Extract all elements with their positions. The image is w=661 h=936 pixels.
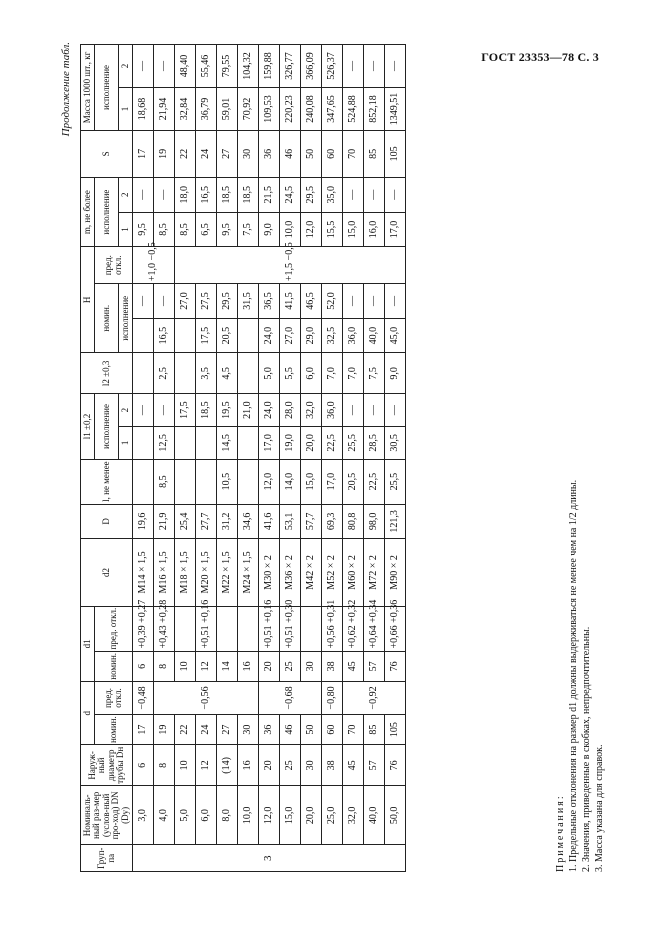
cell-d1-tolerance	[217, 606, 238, 651]
cell-l1-v1: 30,5	[385, 426, 406, 459]
cell-D: 19,6	[133, 504, 154, 539]
cell-D: 34,6	[238, 504, 259, 539]
cell-l1-v2: —	[364, 394, 385, 427]
cell-m-v2: —	[343, 177, 364, 212]
cell-H-v1: 20,5	[217, 318, 238, 353]
cell-mass-v2: 79,55	[217, 45, 238, 88]
cell-l: 22,5	[364, 459, 385, 504]
cell-d1-tolerance: +0,43 +0,28	[154, 606, 175, 651]
cell-l1-v2: 32,0	[301, 394, 322, 427]
cell-H-v2: 27,0	[175, 284, 196, 319]
header-H-tol: пред. откл.	[95, 247, 133, 284]
cell-mass-v1: 347,65	[322, 88, 343, 131]
cell-S: 30	[238, 130, 259, 177]
cell-S: 17	[133, 130, 154, 177]
cell-d2: M22 × 1,5	[217, 539, 238, 606]
cell-S: 105	[385, 130, 406, 177]
cell-d-tolerance: −0,80	[322, 682, 343, 715]
cell-d1: 30	[301, 651, 322, 682]
header-l: l, не менее	[81, 459, 133, 504]
cell-nominal-size: 8,0	[217, 786, 238, 845]
cell-m-v2: 35,0	[322, 177, 343, 212]
cell-d: 46	[280, 714, 301, 745]
cell-l: 17,0	[322, 459, 343, 504]
cell-m-v1: 15,0	[343, 212, 364, 247]
cell-D: 27,7	[196, 504, 217, 539]
cell-m-v1: 8,5	[175, 212, 196, 247]
table-row	[343, 45, 364, 872]
cell-outer-diameter: 16	[238, 745, 259, 786]
cell-S: 27	[217, 130, 238, 177]
cell-D: 41,6	[259, 504, 280, 539]
cell-m-v2: 18,0	[175, 177, 196, 212]
header-d: d	[81, 682, 95, 745]
cell-d1-tolerance	[238, 606, 259, 651]
cell-mass-v1: 32,84	[175, 88, 196, 131]
cell-H-v1: 32,5	[322, 318, 343, 353]
header-S: S	[81, 130, 133, 177]
cell-mass-v2: —	[343, 45, 364, 88]
cell-nominal-size: 20,0	[301, 786, 322, 845]
cell-d: 85	[364, 714, 385, 745]
cell-d2: M90 × 2	[385, 539, 406, 606]
cell-l: 10,5	[217, 459, 238, 504]
header-mass-variant: исполнение	[95, 45, 118, 131]
cell-l1-v2: 28,0	[280, 394, 301, 427]
cell-D: 80,8	[343, 504, 364, 539]
table-row	[196, 45, 217, 872]
cell-l2: 4,5	[217, 353, 238, 394]
cell-S: 36	[259, 130, 280, 177]
cell-mass-v2: 55,46	[196, 45, 217, 88]
header-D: D	[81, 504, 133, 539]
header-d2: d2	[81, 539, 133, 606]
cell-D: 98,0	[364, 504, 385, 539]
table-row	[280, 45, 301, 872]
cell-H-v2: —	[364, 284, 385, 319]
cell-d2: M30 × 2	[259, 539, 280, 606]
cell-m-v1: 9,5	[217, 212, 238, 247]
cell-d1-tolerance: +0,56 +0,31	[322, 606, 343, 651]
cell-m-v2: —	[364, 177, 385, 212]
cell-S: 24	[196, 130, 217, 177]
cell-H-v1: 29,0	[301, 318, 322, 353]
cell-d-tolerance: −0,92	[343, 682, 406, 715]
cell-m-v1: 17,0	[385, 212, 406, 247]
cell-l1-v2: —	[154, 394, 175, 427]
header-m-variant: исполнение	[95, 177, 118, 246]
cell-m-v2: 18,5	[217, 177, 238, 212]
cell-d1-tolerance	[175, 606, 196, 651]
header-m: m, не более	[81, 177, 95, 246]
cell-S: 46	[280, 130, 301, 177]
cell-l1-v2: 21,0	[238, 394, 259, 427]
cell-H-v2: 31,5	[238, 284, 259, 319]
cell-mass-v1: 36,79	[196, 88, 217, 131]
cell-mass-v2: —	[154, 45, 175, 88]
cell-d1: 6	[133, 651, 154, 682]
cell-d: 27	[217, 714, 238, 745]
cell-m-v1: 10,0	[280, 212, 301, 247]
table-row	[133, 45, 154, 872]
cell-d: 30	[238, 714, 259, 745]
cell-l2: 7,5	[364, 353, 385, 394]
header-d1: d1	[81, 606, 95, 682]
cell-m-v2: 18,5	[238, 177, 259, 212]
cell-nominal-size: 5,0	[175, 786, 196, 845]
cell-l1-v2: 24,0	[259, 394, 280, 427]
cell-outer-diameter: 76	[385, 745, 406, 786]
header-l2: l2 ±0,3	[81, 353, 133, 394]
header-l1-v2: 2	[118, 394, 132, 427]
cell-d1-tolerance: +0,39 +0,27	[133, 606, 154, 651]
cell-l1-v2: —	[385, 394, 406, 427]
cell-S: 50	[301, 130, 322, 177]
cell-l	[196, 459, 217, 504]
cell-d1-tolerance: +0,51 +0,16	[196, 606, 217, 651]
notes	[554, 480, 606, 872]
cell-l1-v2: 36,0	[322, 394, 343, 427]
table-continuation: Продолжение табл.	[60, 42, 72, 137]
cell-H-v2: 29,5	[217, 284, 238, 319]
cell-l2: 9,0	[385, 353, 406, 394]
cell-H-v2: —	[343, 284, 364, 319]
cell-l1-v1: 12,5	[154, 426, 175, 459]
cell-outer-diameter: 30	[301, 745, 322, 786]
cell-d2: M72 × 2	[364, 539, 385, 606]
cell-d1: 38	[322, 651, 343, 682]
cell-outer-diameter: 6	[133, 745, 154, 786]
header-m-v1: 1	[118, 212, 132, 247]
cell-m-v1: 7,5	[238, 212, 259, 247]
cell-l1-v2: 19,5	[217, 394, 238, 427]
cell-d1: 57	[364, 651, 385, 682]
cell-outer-diameter: 25	[280, 745, 301, 786]
cell-mass-v2: 326,77	[280, 45, 301, 88]
cell-d2: M36 × 2	[280, 539, 301, 606]
cell-l1-v1: 20,0	[301, 426, 322, 459]
cell-mass-v1: 240,08	[301, 88, 322, 131]
cell-mass-v2: 48,40	[175, 45, 196, 88]
cell-l2	[133, 353, 154, 394]
cell-l1-v1	[196, 426, 217, 459]
header-d1-tol: пред. откл.	[95, 606, 133, 651]
table-row	[259, 45, 280, 872]
cell-l2	[175, 353, 196, 394]
cell-H-v2: —	[133, 284, 154, 319]
header-l1-v1: 1	[118, 426, 132, 459]
cell-H-v2: 36,5	[259, 284, 280, 319]
cell-d1-tolerance	[301, 606, 322, 651]
table-row	[217, 45, 238, 872]
cell-mass-v2: —	[385, 45, 406, 88]
dimensions-table	[80, 44, 406, 872]
cell-l2: 7,0	[343, 353, 364, 394]
cell-d1: 76	[385, 651, 406, 682]
cell-nominal-size: 12,0	[259, 786, 280, 845]
table-row	[175, 45, 196, 872]
cell-outer-diameter: 45	[343, 745, 364, 786]
table-row	[322, 45, 343, 872]
cell-l1-v1	[175, 426, 196, 459]
cell-H-v1: 27,0	[280, 318, 301, 353]
cell-l2: 5,5	[280, 353, 301, 394]
cell-H-v2: 27,5	[196, 284, 217, 319]
table-row	[301, 45, 322, 872]
cell-d2: M14 × 1,5	[133, 539, 154, 606]
cell-H-v1: 17,5	[196, 318, 217, 353]
cell-outer-diameter: 57	[364, 745, 385, 786]
cell-d1: 16	[238, 651, 259, 682]
header-H: H	[81, 247, 95, 353]
cell-mass-v1: 852,18	[364, 88, 385, 131]
cell-l: 14,0	[280, 459, 301, 504]
cell-mass-v1: 70,92	[238, 88, 259, 131]
cell-H-v2: —	[385, 284, 406, 319]
cell-l: 8,5	[154, 459, 175, 504]
cell-mass-v1: 524,88	[343, 88, 364, 131]
cell-l1-v1: 17,0	[259, 426, 280, 459]
cell-m-v2: —	[133, 177, 154, 212]
cell-H-v2: 41,5	[280, 284, 301, 319]
cell-d1-tolerance: +0,66 +0,36	[385, 606, 406, 651]
cell-S: 19	[154, 130, 175, 177]
cell-nominal-size: 25,0	[322, 786, 343, 845]
cell-nominal-size: 32,0	[343, 786, 364, 845]
cell-d2: M20 × 1,5	[196, 539, 217, 606]
cell-H-v1: 36,0	[343, 318, 364, 353]
cell-l1-v2: 18,5	[196, 394, 217, 427]
header-outer-diameter: Наруж-ный диаметр трубы Dн	[81, 745, 133, 786]
cell-S: 60	[322, 130, 343, 177]
cell-mass-v2: 526,37	[322, 45, 343, 88]
table-row	[154, 45, 175, 872]
cell-l: 12,0	[259, 459, 280, 504]
cell-l1-v2: —	[343, 394, 364, 427]
header-mass-v1: 1	[118, 88, 132, 131]
cell-d1-tolerance: +0,51 +0,30	[280, 606, 301, 651]
cell-l1-v2: 17,5	[175, 394, 196, 427]
cell-l	[238, 459, 259, 504]
cell-outer-diameter: (14)	[217, 745, 238, 786]
cell-H-v1: 24,0	[259, 318, 280, 353]
cell-d: 105	[385, 714, 406, 745]
cell-mass-v1: 59,01	[217, 88, 238, 131]
cell-l: 25,5	[385, 459, 406, 504]
cell-mass-v1: 220,23	[280, 88, 301, 131]
cell-m-v1: 6,5	[196, 212, 217, 247]
cell-l1-v2: —	[133, 394, 154, 427]
cell-l1-v1: 22,5	[322, 426, 343, 459]
cell-l: 15,0	[301, 459, 322, 504]
cell-m-v1: 8,5	[154, 212, 175, 247]
cell-d1: 45	[343, 651, 364, 682]
cell-d1-tolerance: +0,62 +0,32	[343, 606, 364, 651]
cell-nominal-size: 6,0	[196, 786, 217, 845]
cell-mass-v1: 18,68	[133, 88, 154, 131]
cell-S: 70	[343, 130, 364, 177]
cell-d: 19	[154, 714, 175, 745]
cell-outer-diameter: 10	[175, 745, 196, 786]
page-header: ГОСТ 23353—78 С. 3	[481, 50, 599, 64]
cell-l2: 2,5	[154, 353, 175, 394]
rotated-table-page	[54, 22, 614, 902]
cell-d: 24	[196, 714, 217, 745]
cell-d2: M16 × 1,5	[154, 539, 175, 606]
cell-nominal-size: 3,0	[133, 786, 154, 845]
cell-outer-diameter: 20	[259, 745, 280, 786]
cell-d: 36	[259, 714, 280, 745]
cell-d: 60	[322, 714, 343, 745]
table-row	[385, 45, 406, 872]
cell-nominal-size: 15,0	[280, 786, 301, 845]
notes-title: Примечания:	[555, 794, 566, 872]
cell-D: 121,3	[385, 504, 406, 539]
header-H-nom: номин.	[95, 284, 118, 353]
cell-H-v1	[175, 318, 196, 353]
cell-l: 20,5	[343, 459, 364, 504]
cell-l1-v1	[238, 426, 259, 459]
cell-l	[175, 459, 196, 504]
cell-d1: 12	[196, 651, 217, 682]
cell-d: 22	[175, 714, 196, 745]
cell-l2: 3,5	[196, 353, 217, 394]
cell-d: 70	[343, 714, 364, 745]
cell-outer-diameter: 38	[322, 745, 343, 786]
header-m-v2: 2	[118, 177, 132, 212]
cell-m-v2: —	[385, 177, 406, 212]
note-item: 3. Масса указана для справок.	[594, 744, 605, 872]
cell-outer-diameter: 8	[154, 745, 175, 786]
cell-d-tolerance: −0,48	[133, 682, 154, 715]
cell-l	[133, 459, 154, 504]
cell-d-tolerance: −0,68	[259, 682, 322, 715]
cell-H-v1	[238, 318, 259, 353]
cell-d1: 20	[259, 651, 280, 682]
cell-mass-v2: —	[364, 45, 385, 88]
cell-l2: 5,0	[259, 353, 280, 394]
cell-mass-v1: 1349,51	[385, 88, 406, 131]
cell-mass-v1: 21,94	[154, 88, 175, 131]
cell-l1-v1	[133, 426, 154, 459]
cell-m-v1: 16,0	[364, 212, 385, 247]
cell-H-tolerance: +1,0 −0,5	[133, 247, 175, 284]
cell-m-v1: 9,0	[259, 212, 280, 247]
cell-d2: M60 × 2	[343, 539, 364, 606]
cell-d: 50	[301, 714, 322, 745]
cell-H-v2: —	[154, 284, 175, 319]
cell-d1: 8	[154, 651, 175, 682]
cell-S: 85	[364, 130, 385, 177]
header-l1: l1 ±0,2	[81, 394, 95, 459]
cell-nominal-size: 50,0	[385, 786, 406, 845]
cell-D: 69,3	[322, 504, 343, 539]
header-d1-nom: номин.	[95, 651, 133, 682]
cell-H-v1: 40,0	[364, 318, 385, 353]
note-item: 2. Значения, приведенные в скобках, непредпочтительны.	[581, 626, 592, 872]
cell-D: 53,1	[280, 504, 301, 539]
group-cell: 3	[133, 845, 406, 872]
header-mass: Масса 1000 шт., кг	[81, 45, 95, 131]
cell-l2: 7,0	[322, 353, 343, 394]
cell-nominal-size: 4,0	[154, 786, 175, 845]
table-row	[364, 45, 385, 872]
cell-H-v1: 16,5	[154, 318, 175, 353]
cell-d1: 10	[175, 651, 196, 682]
cell-D: 57,7	[301, 504, 322, 539]
cell-m-v2: 21,5	[259, 177, 280, 212]
cell-m-v1: 12,0	[301, 212, 322, 247]
header-H-variant: исполнение	[118, 284, 132, 353]
cell-d-tolerance: −0,56	[154, 682, 259, 715]
cell-outer-diameter: 12	[196, 745, 217, 786]
cell-nominal-size: 10,0	[238, 786, 259, 845]
cell-S: 22	[175, 130, 196, 177]
cell-d1: 25	[280, 651, 301, 682]
cell-m-v1: 9,5	[133, 212, 154, 247]
cell-d2: M52 × 2	[322, 539, 343, 606]
header-nominal-size: Номиналь-ный раз-мер (услов-ный про-ход) DN (Dy)	[81, 786, 133, 845]
cell-l2: 6,0	[301, 353, 322, 394]
cell-mass-v2: 104,32	[238, 45, 259, 88]
cell-l1-v1: 28,5	[364, 426, 385, 459]
cell-d2: M18 × 1,5	[175, 539, 196, 606]
header-l1-variant: исполнение	[95, 394, 118, 459]
cell-D: 21,9	[154, 504, 175, 539]
cell-mass-v2: —	[133, 45, 154, 88]
cell-nominal-size: 40,0	[364, 786, 385, 845]
cell-mass-v1: 109,53	[259, 88, 280, 131]
cell-d2: M42 × 2	[301, 539, 322, 606]
cell-D: 25,4	[175, 504, 196, 539]
cell-H-tolerance: +1,5 −0,5	[175, 247, 406, 284]
cell-mass-v2: 366,09	[301, 45, 322, 88]
cell-H-v1	[133, 318, 154, 353]
cell-m-v2: 16,5	[196, 177, 217, 212]
cell-d1: 14	[217, 651, 238, 682]
header-group: Груп-па	[81, 845, 133, 872]
header-d-nom: номин.	[95, 714, 133, 745]
cell-l1-v1: 19,0	[280, 426, 301, 459]
cell-m-v2: 29,5	[301, 177, 322, 212]
cell-m-v1: 15,5	[322, 212, 343, 247]
note-item: 1. Предельные отклонения на размер d1 должны выдерживаться не менее чем на 1/2 длины.	[568, 479, 579, 872]
cell-l1-v1: 25,5	[343, 426, 364, 459]
cell-H-v2: 52,0	[322, 284, 343, 319]
cell-l2	[238, 353, 259, 394]
cell-D: 31,2	[217, 504, 238, 539]
cell-m-v2: 24,5	[280, 177, 301, 212]
cell-H-v2: 46,5	[301, 284, 322, 319]
cell-mass-v2: 159,88	[259, 45, 280, 88]
cell-d1-tolerance: +0,51 +0,16	[259, 606, 280, 651]
cell-d: 17	[133, 714, 154, 745]
cell-d1-tolerance: +0,64 +0,34	[364, 606, 385, 651]
header-d-tol: пред. откл.	[95, 682, 133, 715]
cell-H-v1: 45,0	[385, 318, 406, 353]
cell-d2: M24 × 1,5	[238, 539, 259, 606]
table-row	[238, 45, 259, 872]
cell-l1-v1: 14,5	[217, 426, 238, 459]
cell-m-v2: —	[154, 177, 175, 212]
header-mass-v2: 2	[118, 45, 132, 88]
